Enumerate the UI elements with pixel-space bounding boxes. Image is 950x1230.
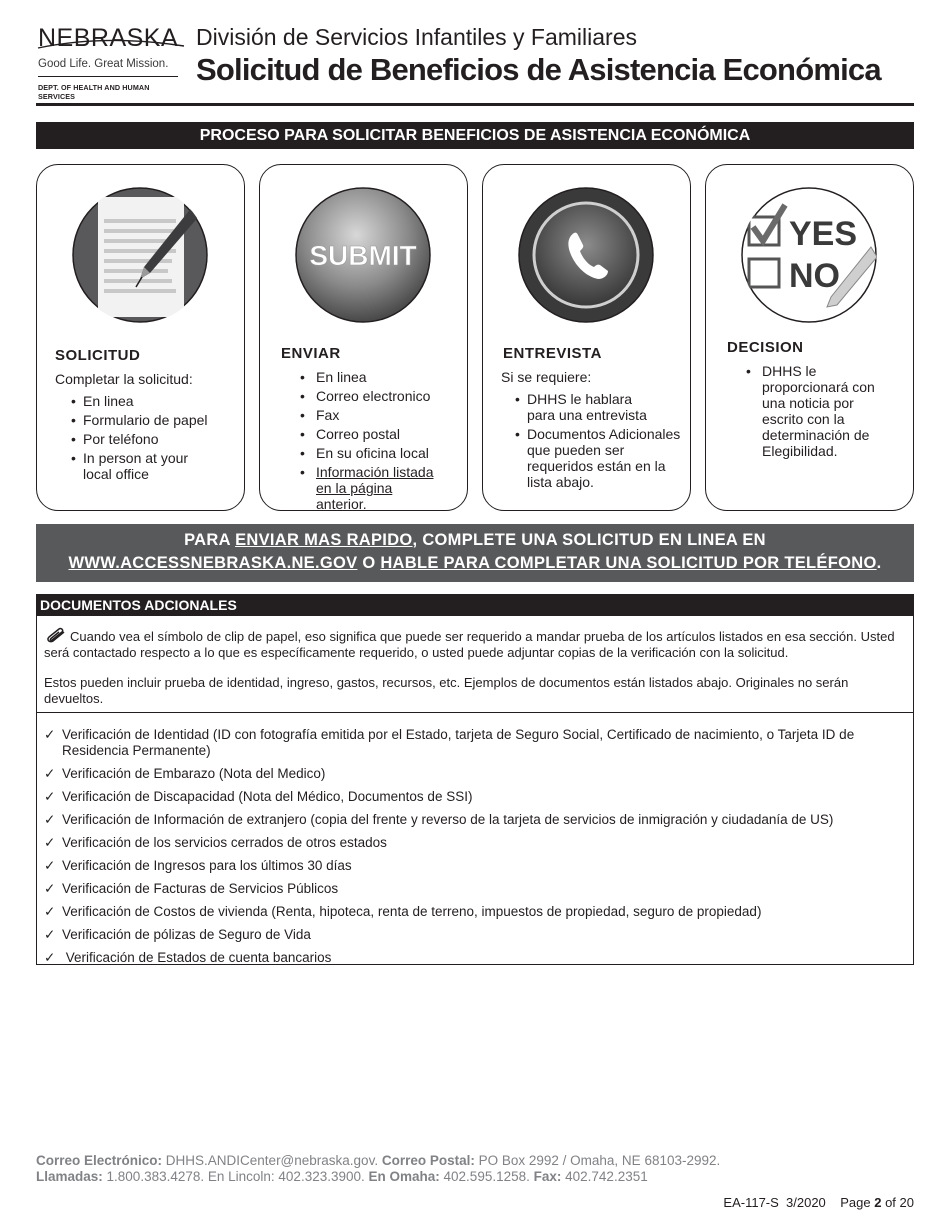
omaha-label: En Omaha: (368, 1169, 440, 1184)
submit-button-icon (295, 187, 431, 323)
documents-heading: DOCUMENTOS ADCIONALES (36, 594, 914, 616)
page-number: EA-117-S 3/2020 Page 2 of 20 (723, 1195, 914, 1210)
email-label: Correo Electrónico: (36, 1153, 163, 1168)
calls-value: 1.800.383.4278. En Lincoln: 402.323.3900. (102, 1169, 369, 1184)
division-name: División de Servicios Infantiles y Familiares (196, 24, 637, 50)
logo-divider (38, 76, 178, 77)
step-title: ENVIAR (281, 345, 341, 362)
step-title: ENTREVISTA (503, 345, 602, 362)
list-item: ✓ Verificación de pólizas de Seguro de Vida (44, 927, 311, 942)
step-card-enviar (259, 164, 468, 511)
step-title: SOLICITUD (55, 347, 141, 364)
logo-swoosh-icon (36, 26, 186, 56)
list-item: ✓ Verificación de Ingresos para los últimos 30 días (44, 858, 352, 873)
no-label: NO (789, 257, 840, 295)
list-item: ✓ Verificación de los servicios cerrados de otros estados (44, 835, 387, 850)
list-item: ✓ Verificación de Costos de vivienda (Renta, hipoteca, renta de terreno, impuestos de propiedad, seguro de propiedad) (44, 904, 762, 919)
list-item: ✓ Verificación de Facturas de Servicios Públicos (44, 881, 339, 896)
list-item: ✓ Verificación de Identidad (ID con fotografía emitida por el Estado, tarjeta de Seguro Social, Certificado de nacimiento, o Tarjeta ID de Residencia Permanente) (44, 727, 855, 758)
fax-label: Fax: (533, 1169, 562, 1184)
banner-link-faster[interactable]: ENVIAR MAS RAPIDO (235, 531, 413, 549)
list-item: • En linea (71, 393, 239, 409)
step-card-solicitud (36, 164, 245, 511)
banner-text: PARA (184, 531, 236, 549)
paperclip-icon (44, 626, 68, 644)
banner-text: O (357, 554, 381, 572)
check-icon: ✓ (44, 904, 56, 919)
logo-department: DEPT. OF HEALTH AND HUMAN SERVICES (38, 83, 150, 101)
documents-checklist (36, 713, 914, 965)
contact-footer (36, 1153, 914, 1185)
check-icon: ✓ (44, 727, 56, 742)
page-header (36, 22, 914, 106)
process-banner: PROCESO PARA SOLICITAR BENEFICIOS DE ASISTENCIA ECONÓMICA (36, 122, 914, 149)
check-icon: ✓ (44, 858, 56, 873)
list-item: • Formulario de papel (71, 412, 239, 428)
list-item[interactable]: • Información listada en la página anterior. (300, 464, 446, 512)
yes-no-checkbox-icon (741, 187, 877, 323)
step-card-entrevista (482, 164, 691, 511)
check-icon: ✓ (44, 766, 56, 781)
email-value[interactable]: DHHS.ANDICenter@nebraska.gov. (162, 1153, 382, 1168)
list-item: • DHHS le proporcionará con una noticia por escrito con la determinación de Elegibilidad. (746, 363, 886, 459)
list-item: • Documentos Adicionales que pueden ser requeridos están en la lista abajo. (515, 426, 681, 490)
list-item: • In person at your local office (71, 450, 197, 482)
list-item: • En su oficina local (300, 445, 466, 461)
check-icon: ✓ (44, 881, 56, 896)
list-item: ✓ Verificación de Embarazo (Nota del Medico) (44, 766, 326, 781)
header-rule (36, 103, 914, 106)
fax-value: 402.742.2351 (561, 1169, 648, 1184)
list-item: • Fax (300, 407, 466, 423)
step-intro: Completar la solicitud: (55, 371, 193, 387)
list-item: ✓ Verificación de Estados de cuenta bancarios (44, 950, 332, 965)
list-item: • En linea (300, 369, 466, 385)
step-list (300, 369, 466, 515)
phone-application-link[interactable]: HABLE PARA COMPLETAR UNA SOLICITUD POR TELÉFONO (380, 554, 877, 572)
logo-wordmark: NEBRASKA (38, 24, 179, 52)
accessnebraska-link[interactable]: WWW.ACCESSNEBRASKA.NE.GOV (68, 554, 358, 572)
step-card-decision (705, 164, 914, 511)
postal-label: Correo Postal: (381, 1153, 475, 1168)
check-icon: ✓ (44, 950, 56, 965)
check-icon: ✓ (44, 927, 56, 942)
list-item: • DHHS le hablara para una entrevista (515, 391, 661, 423)
nebraska-dhhs-logo (36, 22, 186, 101)
documents-intro (36, 616, 914, 713)
list-item: • Por teléfono (71, 431, 239, 447)
step-title: DECISION (727, 339, 804, 356)
check-icon: ✓ (44, 835, 56, 850)
online-application-banner (36, 524, 914, 582)
pencil-paper-icon (72, 187, 208, 323)
check-icon: ✓ (44, 789, 56, 804)
list-item: ✓ Verificación de Discapacidad (Nota del Médico, Documentos de SSI) (44, 789, 473, 804)
banner-text: , COMPLETE UNA SOLICITUD EN LINEA EN (412, 531, 766, 549)
omaha-value: 402.595.1258. (439, 1169, 534, 1184)
submit-text: SUBMIT (309, 240, 417, 271)
documents-intro-text: Cuando vea el símbolo de clip de papel, eso significa que puede ser requerido a mandar prueba de los artículos listados en esa sección. Usted será contactado respecto a lo que es específicamente requerido, o usted puede adjuntar copias de la verificación con la solicitud. (44, 629, 895, 660)
list-item: • Correo postal (300, 426, 466, 442)
banner-text: . (876, 554, 882, 572)
telephone-icon (518, 187, 654, 323)
list-item: • Correo electronico (300, 388, 466, 404)
step-list (746, 363, 910, 462)
current-page: 2 (874, 1195, 882, 1210)
calls-label: Llamadas: (36, 1169, 103, 1184)
step-list (71, 393, 239, 485)
postal-value: PO Box 2992 / Omaha, NE 68103-2992. (474, 1153, 721, 1168)
check-icon: ✓ (44, 812, 56, 827)
step-intro: Si se requiere: (501, 369, 592, 385)
page-title: Solicitud de Beneficios de Asistencia Económica (196, 52, 881, 87)
list-item: ✓ Verificación de Información de extranjero (copia del frente y reverso de la tarjeta de servicios de inmigración y ciudadanía de US) (44, 812, 834, 827)
step-list (515, 391, 685, 493)
yes-label: YES (789, 215, 858, 253)
form-id: EA-117-S 3/2020 (723, 1195, 826, 1210)
documents-intro-text-2: Estos pueden incluir prueba de identidad, ingreso, gastos, recursos, etc. Ejemplos de documentos están listados abajo. Originales no serán devueltos. (44, 675, 849, 706)
logo-tagline: Good Life. Great Mission. (38, 58, 169, 70)
